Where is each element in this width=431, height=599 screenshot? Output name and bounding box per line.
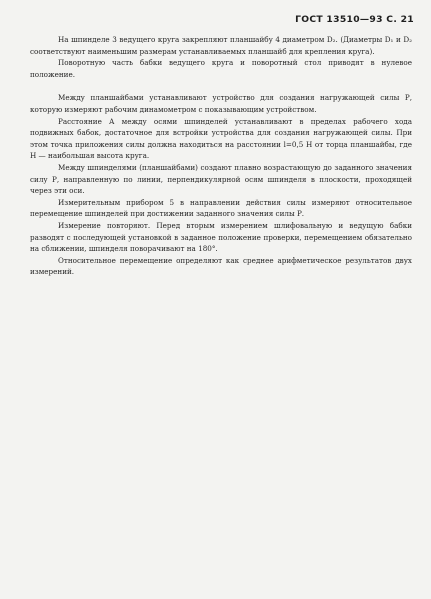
paragraph-displacement-measurement: Измерительным прибором 5 в направлении действия силы измеряют относительное перемещение шпинделей при достижении заданного значения силы Р. <box>30 197 412 219</box>
paragraph-result-calculation: Относительное перемещение определяют как среднее арифметическое результатов двух измерений. <box>30 255 412 277</box>
document-body <box>30 34 412 278</box>
paragraph-faceplate-mounting: На шпинделе 3 ведущего круга закрепляют планшайбу 4 диаметром D₂. (Диаметры D₁ и D₂ соответствуют наименьшим размерам устанавливаемых планшайб для крепления круга). <box>30 35 412 56</box>
paragraph-repeat-measurement: Измерение повторяют. Перед вторым измерением шлифовальную и ведущую бабки разводят с последующей установкой в заданное положение проверки, перемещением обязательно на сближении, шпинделя поворачивают на 180°. <box>30 220 412 254</box>
paragraph-force-application: Между шпинделями (планшайбами) создают плавно возрастающую до заданного значения силу Р, направленную по линии, перпендикулярной осям шпинделя в плоскости, проходящей через эти оси. <box>30 162 412 196</box>
page-header: ГОСТ 13510—93 С. 21 <box>295 14 414 25</box>
paragraph-load-device: Между планшайбами устанавливают устройство для создания нагружающей силы Р, которую измеряют рабочим динамометром с показывающим устройством. <box>30 93 412 114</box>
paragraph-distance-setup: Расстояние А между осями шпинделей устанавливают в пределах рабочего хода подвижных бабок, достаточное для встройки устройства для создания нагружающей силы. При этом точка приложения силы должна находиться на расстоянии l=0,5 H от торца планшайбы, где H — наибольшая высота круга. <box>30 116 412 161</box>
paragraph-zero-position: Поворотную часть бабки ведущего круга и поворотный стол приводят в нулевое положение. <box>30 58 412 79</box>
